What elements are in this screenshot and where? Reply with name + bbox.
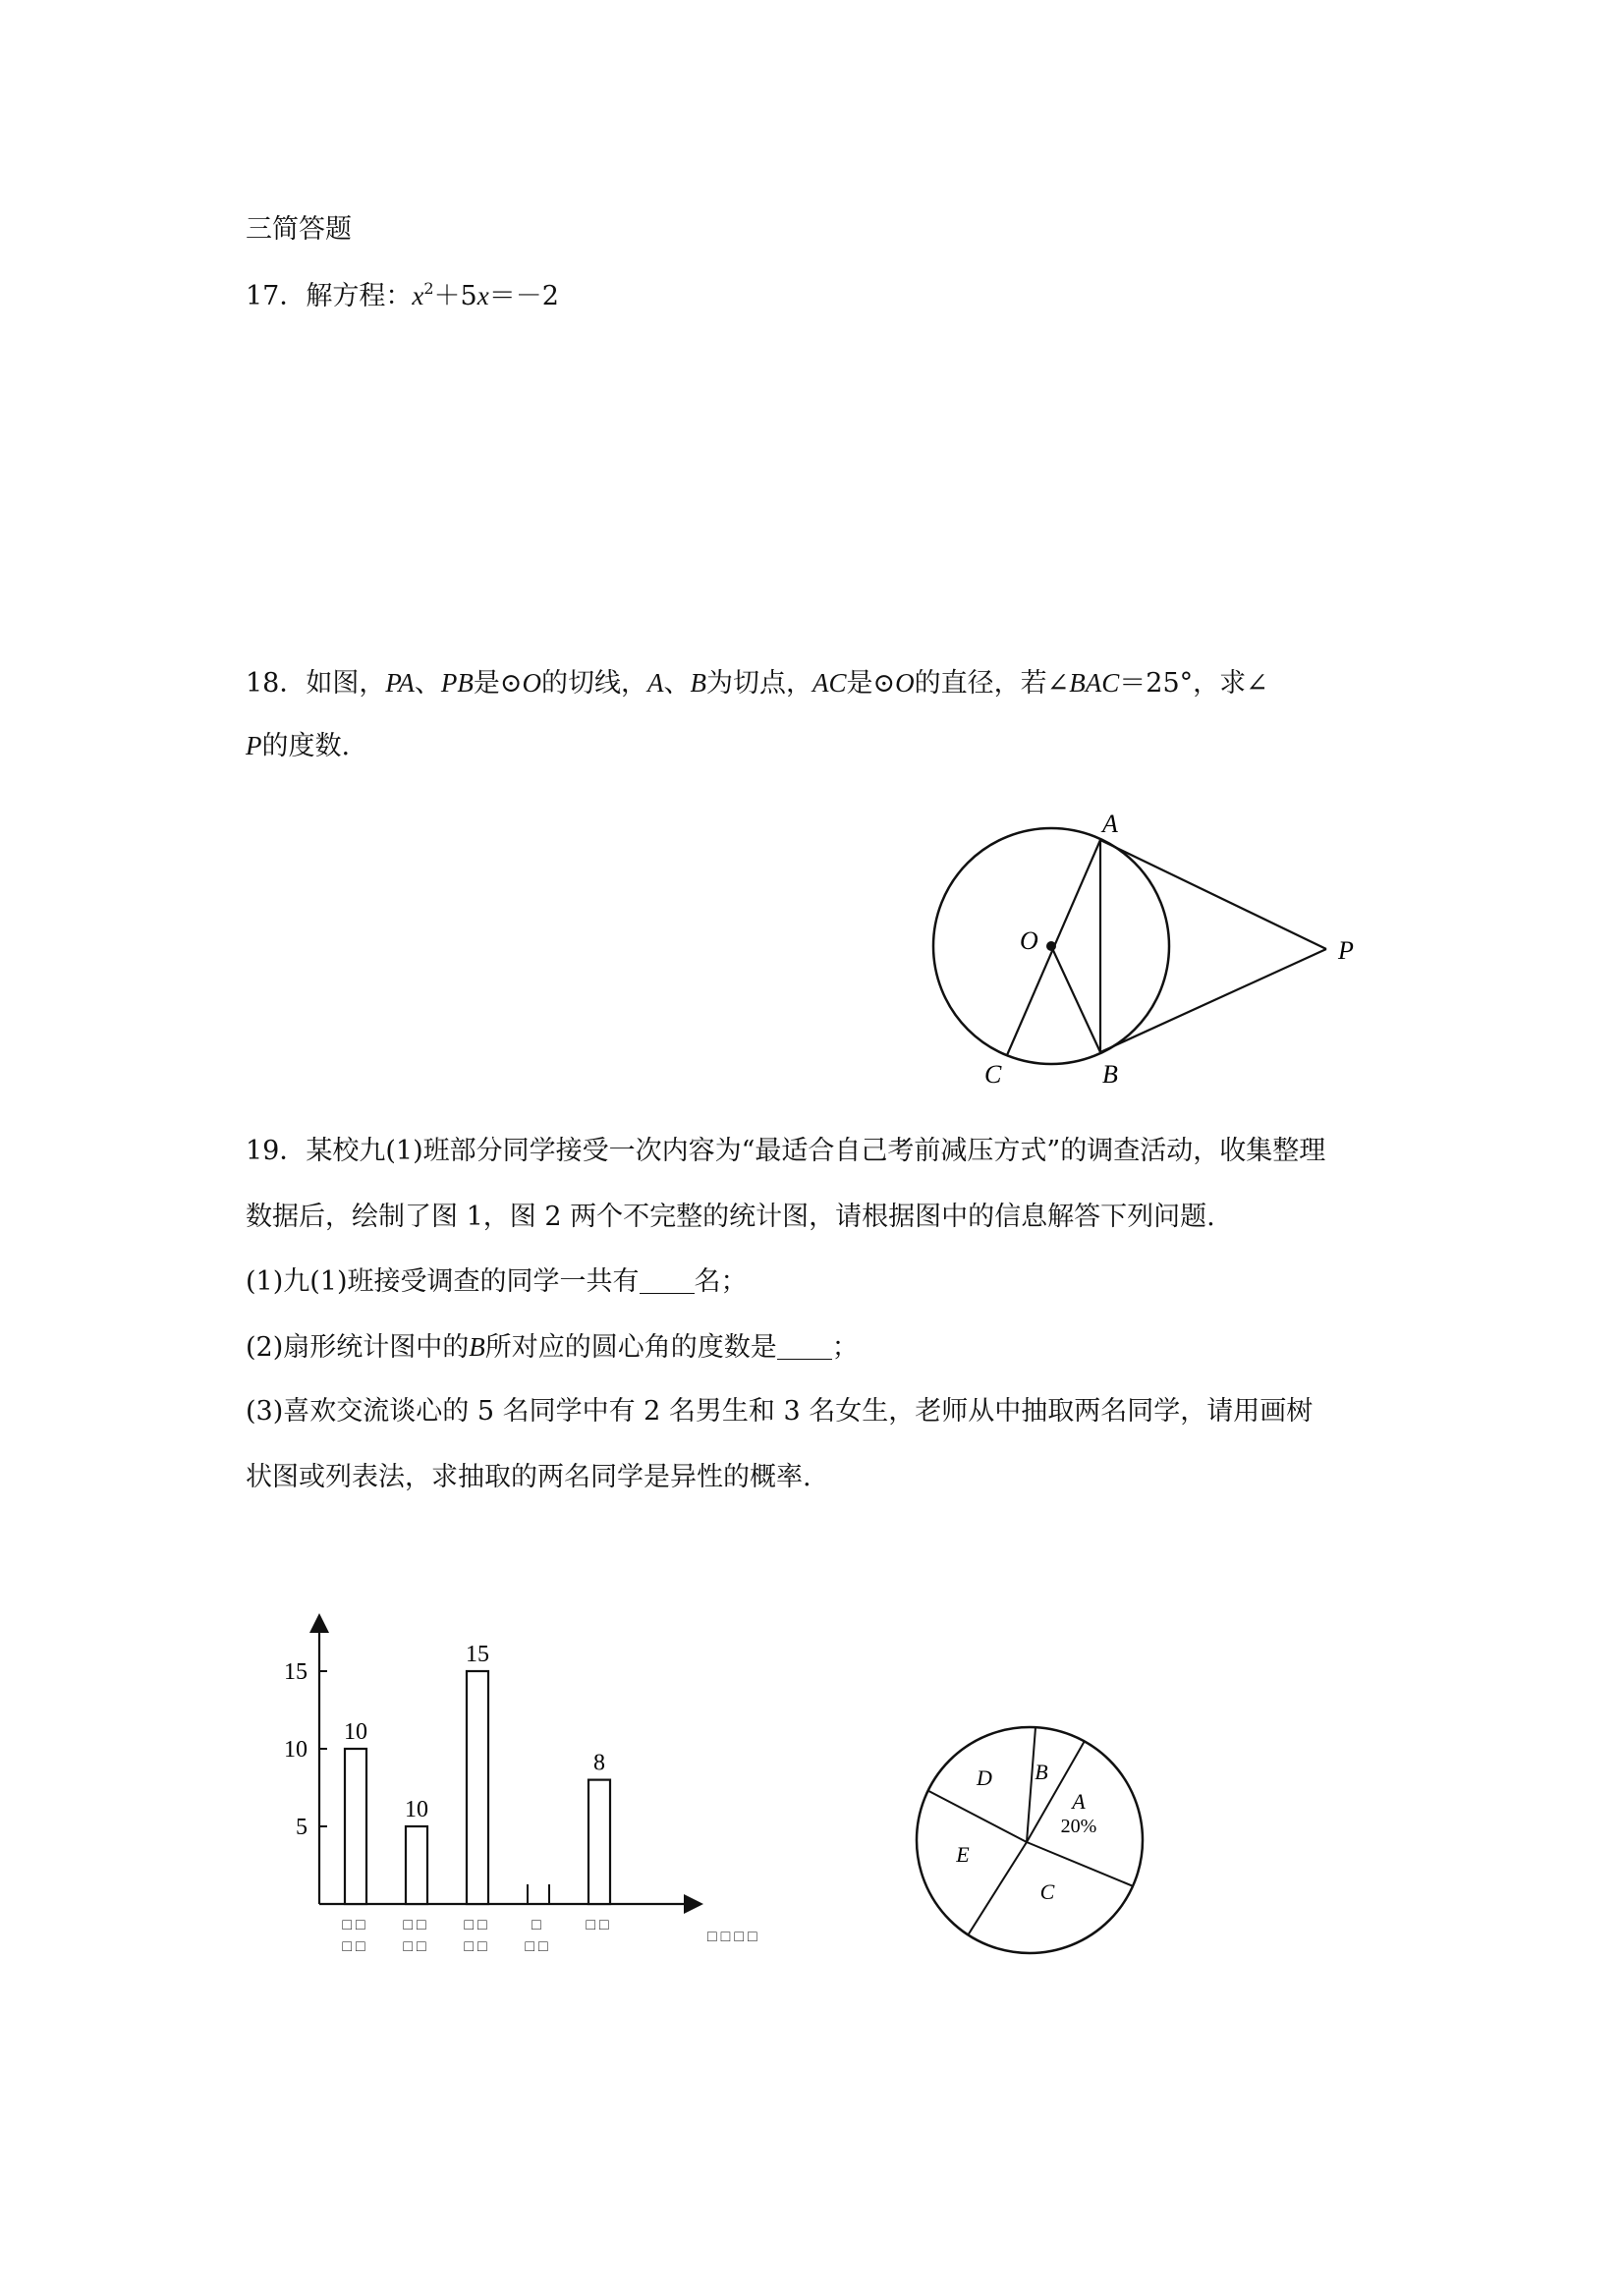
answer-blank-2[interactable] xyxy=(777,1333,832,1360)
question-19-part2 xyxy=(246,1330,859,1365)
q19-number: 19． xyxy=(246,1136,307,1166)
answer-blank-1[interactable] xyxy=(640,1267,695,1294)
question-19-line1 xyxy=(246,1135,1325,1168)
question-19-line2: 数据后，绘制了图 1，图 2 两个不完整的统计图，请根据图中的信息解答下列问题. xyxy=(246,1202,1215,1232)
bar xyxy=(345,1749,366,1904)
category-label: □□ xyxy=(464,1917,491,1933)
q18-var-pa: PA xyxy=(385,668,415,698)
q18-var-o: O xyxy=(895,668,915,698)
pie-chart xyxy=(904,1714,1159,1970)
slice-label: A xyxy=(1072,1789,1086,1814)
q18-text: 是⊙ xyxy=(473,668,523,699)
q18-var-o: O xyxy=(522,668,541,698)
q18-text: 、 xyxy=(414,668,441,699)
q18-text: 的切线， xyxy=(541,668,647,699)
section-title: 三简答题 xyxy=(246,214,352,245)
pie-outline xyxy=(917,1727,1143,1953)
q18-var-a: A xyxy=(647,668,664,698)
category-label: □□ xyxy=(464,1938,491,1955)
tangent-pa xyxy=(1100,840,1326,949)
data-label: 10 xyxy=(344,1719,367,1745)
q18-text: 如图， xyxy=(306,668,386,699)
q18-text: 的度数. xyxy=(261,731,351,761)
bar xyxy=(406,1826,427,1904)
category-label: □□ xyxy=(342,1917,369,1933)
x-axis-label: □□□□ xyxy=(707,1929,761,1945)
label-b: B xyxy=(1102,1060,1118,1089)
label-c: C xyxy=(984,1060,1002,1089)
question-17 xyxy=(246,279,559,313)
q19-text: 某校九(1)班部分同学接受一次内容为“最适合自己考前减压方式”的调查活动，收集整理 xyxy=(306,1136,1326,1166)
q18-var-p: P xyxy=(246,731,262,760)
data-label: 15 xyxy=(466,1642,489,1667)
y-tick-label: 15 xyxy=(284,1659,308,1685)
q18-var-pb: PB xyxy=(440,668,474,698)
bar xyxy=(588,1780,610,1904)
slice-label: E xyxy=(956,1842,970,1867)
slice-label: D xyxy=(977,1765,992,1790)
q17-rhs: ＝－2 xyxy=(488,281,559,311)
q19-part2-text: ； xyxy=(831,1332,859,1363)
q17-exponent: 2 xyxy=(423,279,434,298)
label-o: O xyxy=(1020,926,1038,955)
category-label: □ xyxy=(532,1917,545,1933)
bar-chart xyxy=(255,1592,766,1965)
q17-prefix: 解方程： xyxy=(306,281,413,311)
q19-var-b: B xyxy=(469,1332,485,1362)
q18-number: 18． xyxy=(246,668,307,699)
tangent-pb xyxy=(1100,949,1326,1052)
q17-var-x2: x xyxy=(476,281,489,310)
question-18-line1 xyxy=(246,666,1268,700)
slice-value-label: 20% xyxy=(1060,1816,1097,1837)
question-19-part3-line1: (3)喜欢交流谈心的 5 名同学中有 2 名男生和 3 名女生，老师从中抽取两名同学，请用画树 xyxy=(246,1396,1314,1427)
q19-part1-text: 名； xyxy=(694,1266,748,1297)
q18-text: 为切点， xyxy=(706,668,812,699)
slice-label: C xyxy=(1039,1879,1055,1904)
bar xyxy=(467,1671,488,1904)
category-label: □□ xyxy=(403,1917,430,1933)
q19-part1-text: (1)九(1)班接受调查的同学一共有 xyxy=(246,1266,640,1297)
q18-text: 、 xyxy=(663,668,691,699)
q18-var-ac: AC xyxy=(812,668,847,698)
question-19-part1 xyxy=(246,1265,748,1299)
q18-text: 是⊙ xyxy=(846,668,896,699)
data-label: 10 xyxy=(405,1797,428,1822)
q18-text: ＝25°，求∠ xyxy=(1119,668,1268,699)
label-a: A xyxy=(1102,810,1118,838)
q18-text: 的直径，若∠ xyxy=(914,668,1070,699)
q17-number: 17． xyxy=(246,281,307,311)
x-axis-arrow xyxy=(684,1894,703,1914)
circle-tangent-figure xyxy=(914,806,1375,1100)
q19-part2-text: 所对应的圆心角的度数是 xyxy=(484,1332,777,1363)
category-label: □□ xyxy=(586,1917,613,1933)
slice-label: B xyxy=(1035,1760,1048,1784)
category-label: □□ xyxy=(342,1938,369,1955)
center-dot xyxy=(1046,941,1056,951)
category-label: □□ xyxy=(403,1938,430,1955)
y-axis-arrow xyxy=(309,1613,329,1633)
q17-var-x: x xyxy=(412,281,424,310)
y-tick-label: 10 xyxy=(284,1737,308,1763)
q18-var-b: B xyxy=(690,668,706,698)
data-label: 8 xyxy=(593,1750,605,1776)
category-label: □□ xyxy=(525,1938,552,1955)
question-19-part3-line2: 状图或列表法，求抽取的两名同学是异性的概率. xyxy=(246,1462,812,1492)
segment-ob xyxy=(1051,946,1100,1052)
question-18-line2 xyxy=(246,729,350,763)
y-tick-label: 5 xyxy=(296,1815,308,1840)
q17-mid: ＋5 xyxy=(433,281,477,311)
q19-part2-text: (2)扇形统计图中的 xyxy=(246,1332,470,1363)
q18-var-bac: BAC xyxy=(1069,668,1120,698)
label-p: P xyxy=(1338,936,1354,965)
